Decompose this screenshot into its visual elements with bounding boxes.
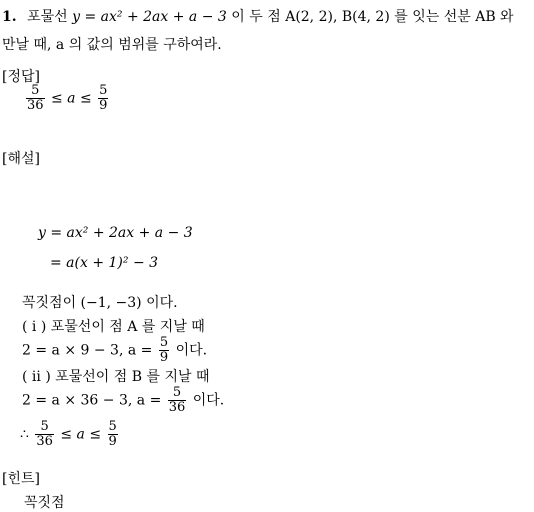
case-1-title: ( i ) 포물선이 점 A 를 지날 때	[22, 319, 205, 335]
solution-equation-1: y = ax² + 2ax + a − 3	[38, 225, 193, 241]
vertex-line: 꼭짓점이 (−1, −3) 이다.	[22, 295, 178, 311]
case-1-eq-text: 2 = a × 9 − 3, a =	[22, 342, 153, 359]
conclusion	[20, 420, 120, 449]
solution-label: [해설]	[2, 151, 40, 167]
case-2-eq-text: 2 = a × 36 − 3, a =	[22, 392, 162, 409]
case-2-fraction: $\frac{5}{36}$	[168, 385, 186, 415]
case-2-tail: 이다.	[192, 392, 225, 409]
conclusion-upper-fraction: $\frac{5}{9}$	[108, 419, 117, 449]
conclusion-lower-fraction: $\frac{5}{36}$	[36, 419, 53, 449]
case-2-equation	[22, 386, 224, 415]
problem-text: 를 잇는 선분 AB 와	[394, 9, 514, 25]
solution-equation-2: = a(x + 1)² − 3	[50, 255, 159, 271]
problem-equation: y = ax² + 2ax + a − 3	[72, 9, 227, 25]
problem-number: 1.	[2, 9, 17, 25]
problem-text: 포물선	[27, 9, 68, 25]
problem-text: 이 두 점	[231, 9, 281, 25]
problem-line-2: 만날 때, a 의 값의 범위를 구하여라.	[2, 37, 222, 53]
answer-label: [정답]	[2, 69, 40, 85]
problem-points: A(2, 2), B(4, 2)	[285, 9, 390, 25]
answer-inequality	[24, 84, 110, 113]
answer-upper-fraction: $\frac{5}{9}$	[99, 83, 108, 113]
answer-lower-fraction: $\frac{5}{36}$	[27, 83, 44, 113]
case-2-title: ( ii ) 포물선이 점 B 를 지날 때	[22, 369, 210, 385]
conclusion-middle: ≤ a ≤	[60, 426, 102, 443]
therefore-symbol: ∴	[20, 426, 29, 443]
hint-text: 꼭짓점	[24, 495, 65, 511]
case-1-fraction: $\frac{5}{9}$	[159, 335, 169, 365]
case-1-tail: 이다.	[175, 342, 208, 359]
hint-label: [힌트]	[2, 471, 40, 487]
problem-line-1	[2, 10, 514, 24]
case-1-equation	[22, 336, 207, 365]
answer-middle: ≤ a ≤	[51, 90, 92, 107]
